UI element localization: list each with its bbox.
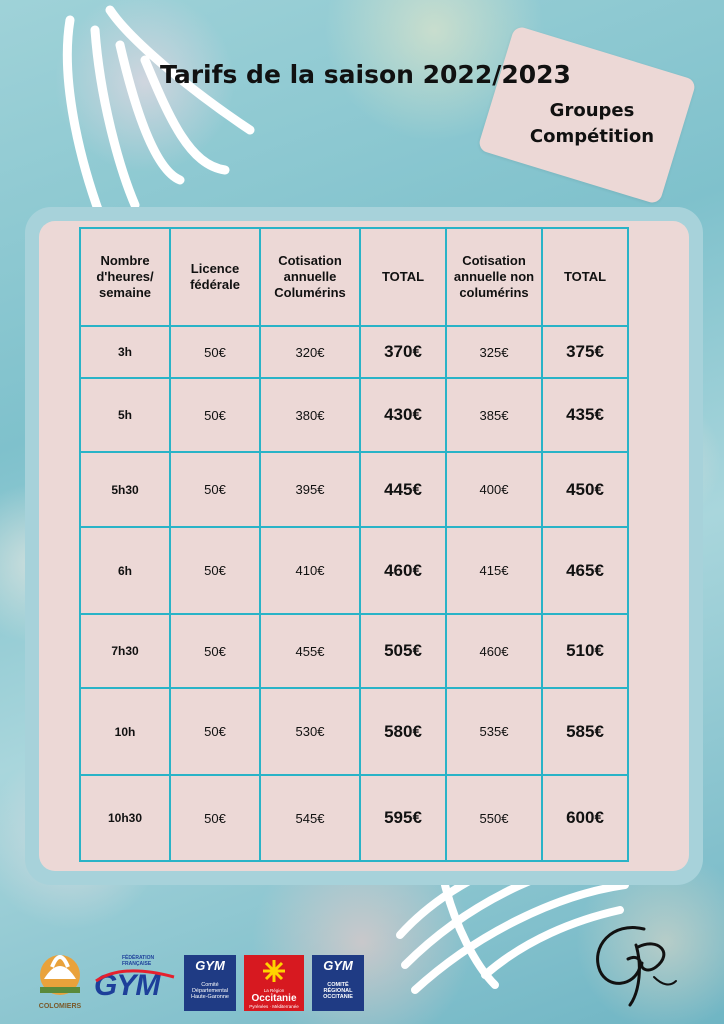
pricing-panel <box>25 207 703 885</box>
cell-total-non-columerins: 510€ <box>542 614 628 688</box>
ffgym-swoosh-icon <box>92 951 176 1009</box>
category-tag-line2: Compétition <box>529 126 655 147</box>
ffgym-word: GYM <box>94 969 160 1002</box>
cell-hours: 7h30 <box>80 614 170 688</box>
colomiers-logo-text: COLOMIERS <box>38 1003 82 1010</box>
page-title: Tarifs de la saison 2022/2023 <box>160 60 571 89</box>
cell-total-columerins: 445€ <box>360 452 446 527</box>
cell-total-columerins: 580€ <box>360 688 446 775</box>
cell-licence: 50€ <box>170 775 260 861</box>
cell-total-columerins: 505€ <box>360 614 446 688</box>
cro-line1: COMITÉ <box>327 982 349 988</box>
category-tag-line1: Groupes <box>549 100 635 121</box>
cell-cotisation-non-columerins: 400€ <box>446 452 542 527</box>
header-cotisation-non-columerins: Cotisation annuelle non columérins <box>446 228 542 326</box>
cd31-line3: Haute-Garonne <box>191 994 229 1000</box>
cell-cotisation-columerins: 380€ <box>260 378 360 452</box>
cell-cotisation-non-columerins: 535€ <box>446 688 542 775</box>
cell-total-non-columerins: 585€ <box>542 688 628 775</box>
cd31-word: GYM <box>195 958 225 973</box>
occitanie-line2: Occitanie <box>251 993 297 1004</box>
cell-cotisation-non-columerins: 325€ <box>446 326 542 378</box>
club-monogram-logo <box>582 915 682 1015</box>
cell-total-columerins: 460€ <box>360 527 446 614</box>
cell-cotisation-non-columerins: 550€ <box>446 775 542 861</box>
table-row <box>80 452 628 527</box>
ffgym-logo <box>92 951 176 1009</box>
table-row <box>80 527 628 614</box>
cell-cotisation-columerins: 410€ <box>260 527 360 614</box>
pricing-table <box>79 227 629 862</box>
cell-cotisation-columerins: 320€ <box>260 326 360 378</box>
occitan-cross-icon <box>261 958 287 984</box>
cell-cotisation-non-columerins: 385€ <box>446 378 542 452</box>
table-header-row <box>80 228 628 326</box>
cell-cotisation-columerins: 395€ <box>260 452 360 527</box>
category-tag-text <box>512 98 672 150</box>
table-row <box>80 614 628 688</box>
cd31-line2: Départemental <box>191 988 229 994</box>
cell-hours: 3h <box>80 326 170 378</box>
cell-licence: 50€ <box>170 378 260 452</box>
ffgym-line1: FÉDÉRATION <box>122 955 155 961</box>
gp-monogram-icon <box>582 915 682 1015</box>
cro-logo <box>312 955 364 1011</box>
cell-total-columerins: 595€ <box>360 775 446 861</box>
cell-cotisation-non-columerins: 460€ <box>446 614 542 688</box>
cell-licence: 50€ <box>170 527 260 614</box>
colomiers-emblem-icon <box>34 945 86 997</box>
cell-total-non-columerins: 435€ <box>542 378 628 452</box>
cell-cotisation-columerins: 455€ <box>260 614 360 688</box>
table-row <box>80 775 628 861</box>
cell-hours: 5h30 <box>80 452 170 527</box>
cell-hours: 6h <box>80 527 170 614</box>
cell-licence: 50€ <box>170 452 260 527</box>
cd31-line1: Comité <box>201 982 219 988</box>
table-row <box>80 326 628 378</box>
partner-logos <box>0 945 724 1024</box>
colomiers-logo <box>34 945 86 1011</box>
cell-total-columerins: 370€ <box>360 326 446 378</box>
cro-word: GYM <box>323 958 353 973</box>
header-total-non-columerins: TOTAL <box>542 228 628 326</box>
cell-hours: 10h <box>80 688 170 775</box>
cro-line2: RÉGIONAL <box>323 988 353 994</box>
occitanie-line1: La Région <box>263 988 285 993</box>
header-licence: Licence fédérale <box>170 228 260 326</box>
cell-cotisation-non-columerins: 415€ <box>446 527 542 614</box>
cd31-logo <box>184 955 236 1011</box>
cell-total-non-columerins: 465€ <box>542 527 628 614</box>
header-hours: Nombre d'heures/ semaine <box>80 228 170 326</box>
cell-cotisation-columerins: 545€ <box>260 775 360 861</box>
pricing-panel-inner <box>39 221 689 871</box>
table-row <box>80 688 628 775</box>
cro-line3: OCCITANIE <box>323 994 353 1000</box>
header-cotisation-columerins: Cotisation annuelle Columérins <box>260 228 360 326</box>
cell-cotisation-columerins: 530€ <box>260 688 360 775</box>
cell-total-non-columerins: 375€ <box>542 326 628 378</box>
occitanie-logo <box>244 955 304 1011</box>
cell-total-columerins: 430€ <box>360 378 446 452</box>
white-scribble-top-left <box>40 0 270 230</box>
table-row <box>80 378 628 452</box>
cell-total-non-columerins: 600€ <box>542 775 628 861</box>
cell-licence: 50€ <box>170 326 260 378</box>
cell-licence: 50€ <box>170 614 260 688</box>
occitanie-line3: Pyrénées · Méditerranée <box>249 1004 299 1009</box>
cell-total-non-columerins: 450€ <box>542 452 628 527</box>
cell-licence: 50€ <box>170 688 260 775</box>
ffgym-line2: FRANÇAISE <box>122 961 152 967</box>
header-total-columerins: TOTAL <box>360 228 446 326</box>
cell-hours: 10h30 <box>80 775 170 861</box>
cell-hours: 5h <box>80 378 170 452</box>
